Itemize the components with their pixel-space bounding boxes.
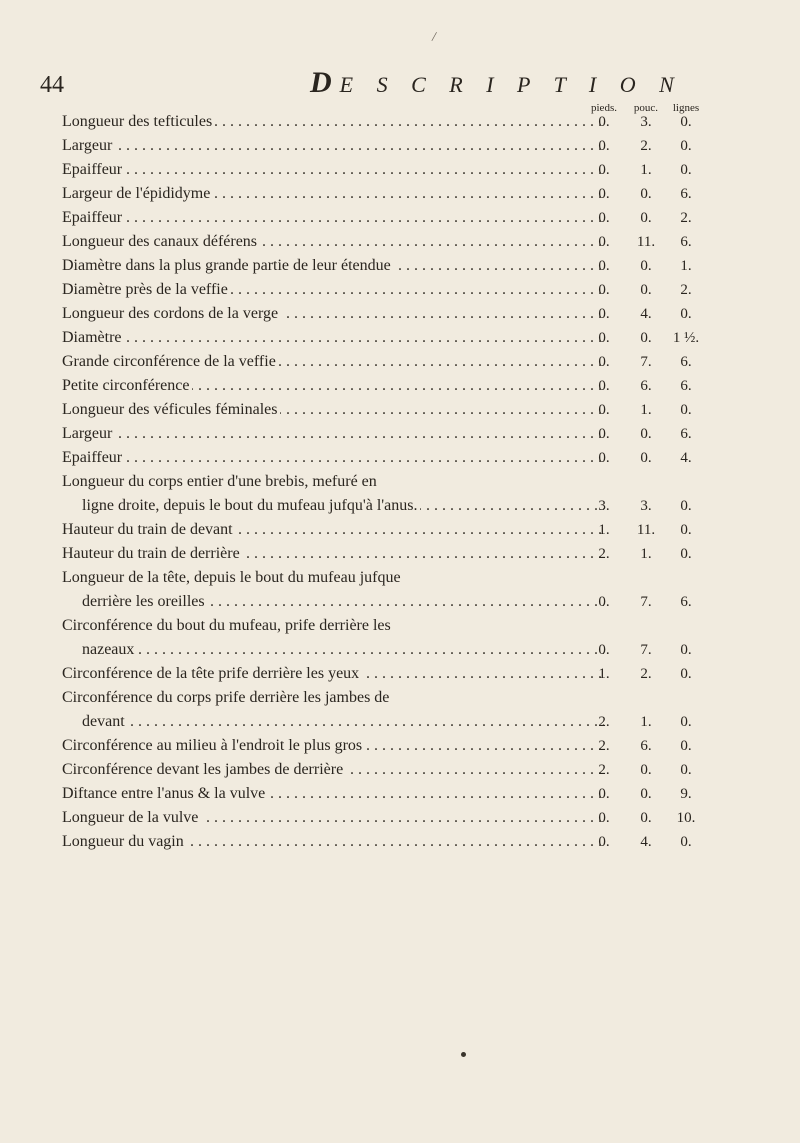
- measurement-table: [0, 110, 800, 854]
- measurement-row: [0, 686, 800, 734]
- measurement-label-text: Hauteur du train de derrière: [62, 545, 243, 562]
- value-pieds: 2.: [598, 714, 610, 730]
- measurement-row: [0, 758, 800, 782]
- measurement-label-text: Diamètre: [62, 329, 125, 346]
- measurement-row: [0, 134, 800, 158]
- value-pouces: 11.: [636, 234, 656, 250]
- unit-header-pouces: pouc.: [633, 102, 659, 114]
- running-title-initial: D: [310, 66, 340, 99]
- value-pieds: 1.: [598, 522, 610, 538]
- value-pouces: 0.: [640, 258, 652, 274]
- value-pouces: 6.: [640, 738, 652, 754]
- value-lignes: 1.: [680, 258, 692, 274]
- value-lignes: 6.: [680, 354, 692, 370]
- measurement-label-text: Circonférence au milieu à l'endroit le plus gros: [62, 737, 365, 754]
- measurement-label: [62, 782, 604, 806]
- measurement-label-text: Largeur: [62, 137, 115, 154]
- measurement-label-text: Longueur de la tête, depuis le bout du mufeau jufque: [62, 569, 404, 586]
- measurement-row: [0, 110, 800, 134]
- value-pieds: 2.: [598, 738, 610, 754]
- value-lignes: 0.: [680, 306, 692, 322]
- value-pieds: 0.: [598, 114, 610, 130]
- measurement-label-text: devant: [82, 713, 128, 730]
- value-pieds: 2.: [598, 546, 610, 562]
- measurement-row: [0, 374, 800, 398]
- measurement-row: [0, 278, 800, 302]
- value-pouces: 4.: [640, 834, 652, 850]
- measurement-label-text: Epaiffeur: [62, 161, 125, 178]
- measurement-label: [62, 206, 604, 230]
- measurement-label-continuation: [82, 710, 604, 734]
- value-pouces: 0.: [640, 186, 652, 202]
- measurement-row: [0, 206, 800, 230]
- measurement-label-text: Grande circonférence de la veffie: [62, 353, 279, 370]
- value-pouces: 1.: [640, 714, 652, 730]
- value-lignes: 2.: [680, 282, 692, 298]
- margin-mark: /: [430, 29, 438, 46]
- value-lignes: 0.: [680, 402, 692, 418]
- measurement-row: [0, 230, 800, 254]
- measurement-row: [0, 566, 800, 614]
- value-pouces: 0.: [640, 426, 652, 442]
- measurement-label: [62, 158, 604, 182]
- measurement-label: [62, 374, 604, 398]
- measurement-label: [62, 302, 604, 326]
- value-pieds: 0.: [598, 810, 610, 826]
- measurement-label-text: Longueur des véficules féminales: [62, 401, 280, 418]
- value-pouces: 2.: [640, 666, 652, 682]
- measurement-label: [62, 350, 604, 374]
- value-pieds: 0.: [598, 138, 610, 154]
- value-pieds: 0.: [598, 186, 610, 202]
- measurement-label: [62, 662, 604, 686]
- value-pouces: 2.: [640, 138, 652, 154]
- measurement-label: [62, 134, 604, 158]
- value-lignes: 0.: [680, 546, 692, 562]
- value-lignes: 0.: [680, 498, 692, 514]
- value-pieds: 0.: [598, 258, 610, 274]
- measurement-label-text: Longueur du vagin: [62, 833, 187, 850]
- measurement-label: [62, 566, 604, 590]
- value-lignes: 6.: [680, 186, 692, 202]
- measurement-row: [0, 518, 800, 542]
- measurement-label-text: Longueur des cordons de la verge: [62, 305, 281, 322]
- measurement-row: [0, 662, 800, 686]
- value-pieds: 0.: [598, 210, 610, 226]
- value-lignes: 6.: [680, 426, 692, 442]
- measurement-row: [0, 470, 800, 518]
- value-pouces: 4.: [640, 306, 652, 322]
- measurement-label-text: derrière les oreilles: [82, 593, 208, 610]
- running-title: [310, 66, 683, 100]
- value-pieds: 0.: [598, 594, 610, 610]
- measurement-label-continuation: [82, 494, 604, 518]
- value-pieds: 0.: [598, 402, 610, 418]
- measurement-label: [62, 806, 604, 830]
- value-pouces: 0.: [640, 786, 652, 802]
- measurement-label: [62, 326, 604, 350]
- value-pieds: 0.: [598, 450, 610, 466]
- measurement-label-text: Hauteur du train de devant: [62, 521, 236, 538]
- value-pieds: 0.: [598, 378, 610, 394]
- measurement-label-text: Diamètre dans la plus grande partie de leur étendue: [62, 257, 394, 274]
- measurement-label-text: ligne droite, depuis le bout du mufeau jufqu'à l'anus.: [82, 497, 420, 514]
- value-pouces: 7.: [640, 594, 652, 610]
- measurement-row: [0, 614, 800, 662]
- value-pieds: 2.: [598, 762, 610, 778]
- value-lignes: 0.: [680, 714, 692, 730]
- measurement-label: [62, 518, 604, 542]
- measurement-label-text: nazeaux: [82, 641, 137, 658]
- measurement-label: [62, 758, 604, 782]
- measurement-row: [0, 830, 800, 854]
- value-pieds: 0.: [598, 426, 610, 442]
- value-pieds: 0.: [598, 330, 610, 346]
- value-lignes: 0.: [680, 522, 692, 538]
- value-lignes: 0.: [680, 666, 692, 682]
- measurement-label-text: Circonférence du corps prife derrière les jambes de: [62, 689, 392, 706]
- value-pouces: 6.: [640, 378, 652, 394]
- page-number: 44: [40, 72, 64, 98]
- value-pieds: 0.: [598, 354, 610, 370]
- value-lignes: 9.: [680, 786, 692, 802]
- measurement-row: [0, 302, 800, 326]
- measurement-label-text: Longueur du corps entier d'une brebis, mefuré en: [62, 473, 380, 490]
- measurement-row: [0, 254, 800, 278]
- value-pouces: 7.: [640, 642, 652, 658]
- value-pieds: 0.: [598, 786, 610, 802]
- value-pouces: 0.: [640, 282, 652, 298]
- measurement-label-text: Largeur: [62, 425, 115, 442]
- value-pouces: 1.: [640, 162, 652, 178]
- value-pouces: 1.: [640, 546, 652, 562]
- measurement-label: [62, 398, 604, 422]
- measurement-row: [0, 734, 800, 758]
- measurement-row: [0, 782, 800, 806]
- measurement-label: [62, 278, 604, 302]
- measurement-label: [62, 422, 604, 446]
- measurement-label-text: Longueur des tefticules: [62, 113, 215, 130]
- value-pouces: 3.: [640, 114, 652, 130]
- value-lignes: 2.: [680, 210, 692, 226]
- measurement-label: [62, 734, 604, 758]
- value-pouces: 0.: [640, 210, 652, 226]
- measurement-label-text: Petite circonférence: [62, 377, 192, 394]
- measurement-label: [62, 614, 604, 638]
- measurement-label-continuation: [82, 590, 604, 614]
- measurement-label: [62, 470, 604, 494]
- value-pieds: 0.: [598, 162, 610, 178]
- value-lignes: 4.: [680, 450, 692, 466]
- measurement-label-text: Circonférence du bout du mufeau, prife derrière les: [62, 617, 394, 634]
- measurement-label-text: Circonférence de la tête prife derrière les yeux: [62, 665, 362, 682]
- value-pieds: 3.: [598, 498, 610, 514]
- value-lignes: 0.: [680, 834, 692, 850]
- measurement-label: [62, 182, 604, 206]
- value-pouces: 1.: [640, 402, 652, 418]
- value-pieds: 1.: [598, 666, 610, 682]
- measurement-row: [0, 182, 800, 206]
- value-lignes: 6.: [680, 378, 692, 394]
- value-lignes: 0.: [680, 138, 692, 154]
- measurement-row: [0, 806, 800, 830]
- measurement-label-text: Largeur de l'épididyme: [62, 185, 213, 202]
- value-pouces: 0.: [640, 330, 652, 346]
- measurement-label-text: Epaiffeur: [62, 449, 125, 466]
- value-pouces: 11.: [636, 522, 656, 538]
- value-lignes: 0.: [680, 738, 692, 754]
- measurement-label-text: Diftance entre l'anus & la vulve: [62, 785, 268, 802]
- value-pouces: 0.: [640, 810, 652, 826]
- measurement-label: [62, 254, 604, 278]
- measurement-label-text: Longueur de la vulve: [62, 809, 201, 826]
- printer-ornament-dot: [461, 1052, 466, 1057]
- measurement-row: [0, 158, 800, 182]
- value-pieds: 0.: [598, 306, 610, 322]
- value-lignes: 0.: [680, 114, 692, 130]
- value-lignes: 10.: [676, 810, 696, 826]
- value-lignes: 0.: [680, 162, 692, 178]
- value-pieds: 0.: [598, 834, 610, 850]
- running-title-rest: E S C R I P T I O N: [339, 72, 683, 97]
- measurement-row: [0, 326, 800, 350]
- value-lignes: 1 ½.: [672, 330, 700, 346]
- unit-header-lignes: lignes: [672, 102, 700, 114]
- measurement-label-continuation: [82, 638, 604, 662]
- value-pieds: 0.: [598, 234, 610, 250]
- value-lignes: 0.: [680, 762, 692, 778]
- measurement-label: [62, 830, 604, 854]
- measurement-label: [62, 686, 604, 710]
- measurement-row: [0, 422, 800, 446]
- measurement-label-text: Diamètre près de la veffie: [62, 281, 231, 298]
- measurement-label-text: Epaiffeur: [62, 209, 125, 226]
- value-pieds: 0.: [598, 282, 610, 298]
- value-lignes: 6.: [680, 594, 692, 610]
- value-pouces: 0.: [640, 762, 652, 778]
- measurement-row: [0, 542, 800, 566]
- value-pouces: 0.: [640, 450, 652, 466]
- value-pouces: 7.: [640, 354, 652, 370]
- measurement-row: [0, 398, 800, 422]
- measurement-label: [62, 110, 604, 134]
- measurement-label-text: Circonférence devant les jambes de derrière: [62, 761, 346, 778]
- measurement-label: [62, 542, 604, 566]
- measurement-row: [0, 446, 800, 470]
- value-pieds: 0.: [598, 642, 610, 658]
- measurement-label-text: Longueur des canaux déférens: [62, 233, 260, 250]
- measurement-row: [0, 350, 800, 374]
- value-lignes: 6.: [680, 234, 692, 250]
- value-lignes: 0.: [680, 642, 692, 658]
- measurement-label: [62, 230, 604, 254]
- value-pouces: 3.: [640, 498, 652, 514]
- unit-header-pieds: pieds.: [591, 102, 617, 114]
- measurement-label: [62, 446, 604, 470]
